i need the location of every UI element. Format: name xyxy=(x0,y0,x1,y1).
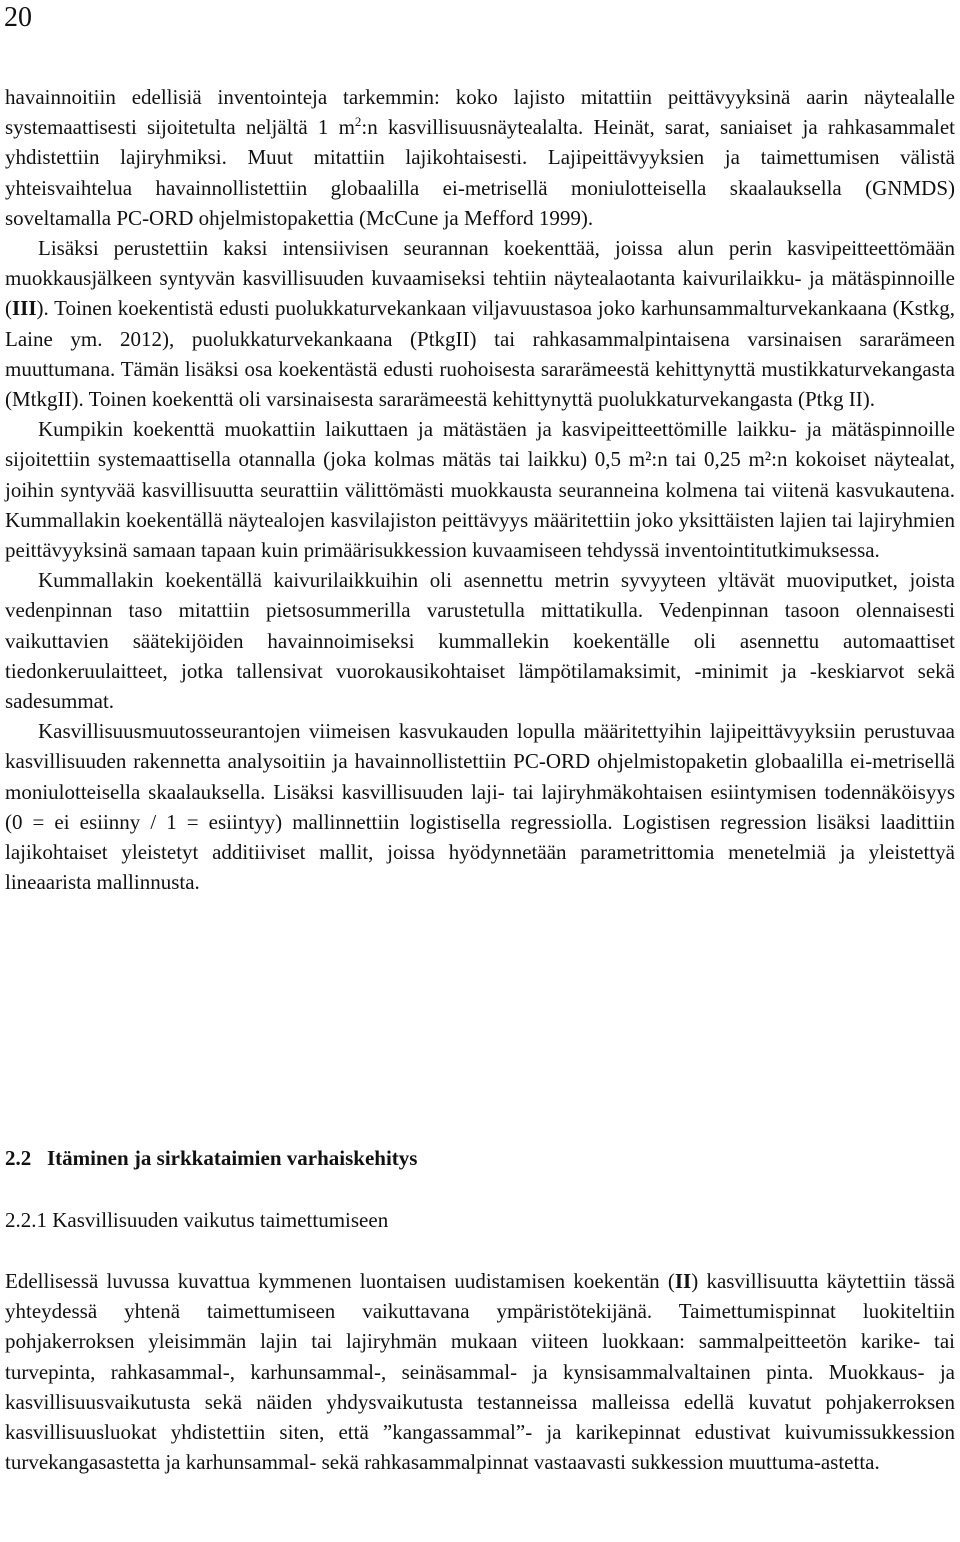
publication-reference: III xyxy=(12,296,37,321)
section-title: Itäminen ja sirkkataimien varhaiskehitys xyxy=(47,1146,418,1170)
paragraph: Kumpikin koekenttä muokattiin laikuttaen ja mätästäen ja kasvipeitteettömille laikku- ja mätäspinnoille sijoitettiin systemaattisella otannalla (joka kolmas mätäs tai laikku) 0,5 m²:n tai 0,25 m²:n kokoiset näytealat, joihin syntyvää kasvillisuutta seurattiin välittömästi muokkausta seuranneina kolmena tai viitenä kasvukautena. Kummallakin koekentällä näytealojen kasvilajiston peittävyys määritettiin joko yksittäisten lajien tai lajiryhmien peittävyyksinä samaan tapaan kuin primäärisukkession kuvaamiseen tehdyssä inventointitutkimuksessa. xyxy=(5,417,955,563)
paragraph-text: havainnoitiin edellisiä inventointeja tarkemmin: koko lajisto mitattiin peittävyyksinä aarin näytealalle systemaattisesti sijoitetulta neljältä 1 m xyxy=(5,85,955,140)
section-number: 2.2 xyxy=(5,1146,32,1170)
paragraph xyxy=(5,233,955,414)
paragraph-text: ) kasvillisuutta käytettiin tässä yhteydessä yhtenä taimettumiseen vaikuttavana ympäristötekijänä. Taimettumispinnat luokiteltiin pohjakerroksen yleisimmän lajin tai lajiryhmän mukaan viiteen luokkaan: sammalpeitteetön karike- tai turvepinta, rahkasammal-, karhunsammal-, seinäsammal- ja kynsisammalvaltainen pinta. Muokkaus- ja kasvillisuusvaikutusta sekä näiden yhdysvaikutusta testanneissa malleissa edellä kuvatut pohjakerroksen kasvillisuusluokat yhdistettiin siten, että ”kangassammal”- ja karikepinnat edustivat kuivumissukkession turvekangasastetta ja karhunsammal- sekä rahkasammalpinnat vastaavasti sukkession muuttuma-astetta. xyxy=(5,1269,955,1475)
page-number: 20 xyxy=(4,2,32,33)
publication-reference: II xyxy=(674,1269,692,1293)
paragraph-text: Lisäksi perustettiin kaksi intensiivisen seurannan koekenttää, joissa alun perin kasvipeitteettömään muokkausjälkeen syntyvän kasvillisuuden kuvaamiseksi tehtiin näytealaotanta kaivurilaikku- ja mätäspinnoille ( xyxy=(5,236,955,321)
paragraph-text: ). Toinen koekentistä edusti puolukkaturvekankaan viljavuustasoa joko karhunsammalturvekankaana (Kstkg, Laine ym. 2012), puolukkaturvekankaana (PtkgII) tai rahkasammalpintaisena varsinaisen sararämeen muuttumana. Tämän lisäksi osa koekentästä edusti ruohoisesta sararämeestä kehittynyttä mustikkaturvekangasta (MtkgII). Toinen koekenttä oli varsinaisesta sararämeestä kehittynyttä puolukkaturvekangasta (Ptkg II). xyxy=(5,296,955,412)
paragraph-text: :n kasvillisuusnäytealalta. Heinät, sarat, saniaiset ja rahkasammalet yhdistettiin lajiryhmiksi. Muut mitattiin lajikohtaisesti. Lajipeittävyyksien ja taimettumisen välistä yhteisvaihtelua havainnollistettiin globaalilla ei-metrisellä moniulotteisella skaalauksella (GNMDS) soveltamalla PC-ORD ohjelmistopakettia (McCune ja Mefford 1999). xyxy=(5,115,955,230)
section-body xyxy=(5,82,955,897)
paragraph: Kasvillisuusmuutosseurantojen viimeisen kasvukauden lopulla määritettyihin lajipeittävyyksiin perustuvaa kasvillisuuden rakennetta analysoitiin ja havainnollistettiin PC-ORD ohjelmistopaketin globaalilla ei-metrisellä moniulotteisella skaalauksella. Lisäksi kasvillisuuden laji- tai lajiryhmäkohtaisen esiintymisen todennäköisyys (0 = ei esiinny / 1 = esiintyy) mallinnettiin logistisella regressiolla. Logistisen regression lisäksi laadittiin lajikohtaiset yleistetyt additiiviset mallit, joissa hyödynnetään parametrittomia menetelmiä ja yleistettyä lineaarista mallinnusta. xyxy=(5,719,955,895)
paragraph xyxy=(5,82,955,233)
subsection-heading: 2.2.1 Kasvillisuuden vaikutus taimettumiseen xyxy=(5,1208,389,1232)
subsection-body xyxy=(5,1266,955,1477)
superscript: 2 xyxy=(354,114,362,130)
section-heading xyxy=(5,1143,417,1173)
paragraph-text: Edellisessä luvussa kuvattua kymmenen luontaisen uudistamisen koekentän ( xyxy=(5,1269,675,1293)
paragraph xyxy=(5,1266,955,1477)
paragraph: Kummallakin koekentällä kaivurilaikkuihin oli asennettu metrin syvyyteen yltävät muoviputket, joista vedenpinnan taso mitattiin pietsosummerilla varustetulla mittatikulla. Vedenpinnan tasoon olennaisesti vaikuttavien säätekijöiden havainnoimiseksi kummallekin koekentälle oli asennettu automaattiset tiedonkeruulaitteet, jotka tallensivat vuorokausikohtaiset lämpötilamaksimit, -minimit ja -keskiarvot sekä sadesummat. xyxy=(5,568,955,714)
